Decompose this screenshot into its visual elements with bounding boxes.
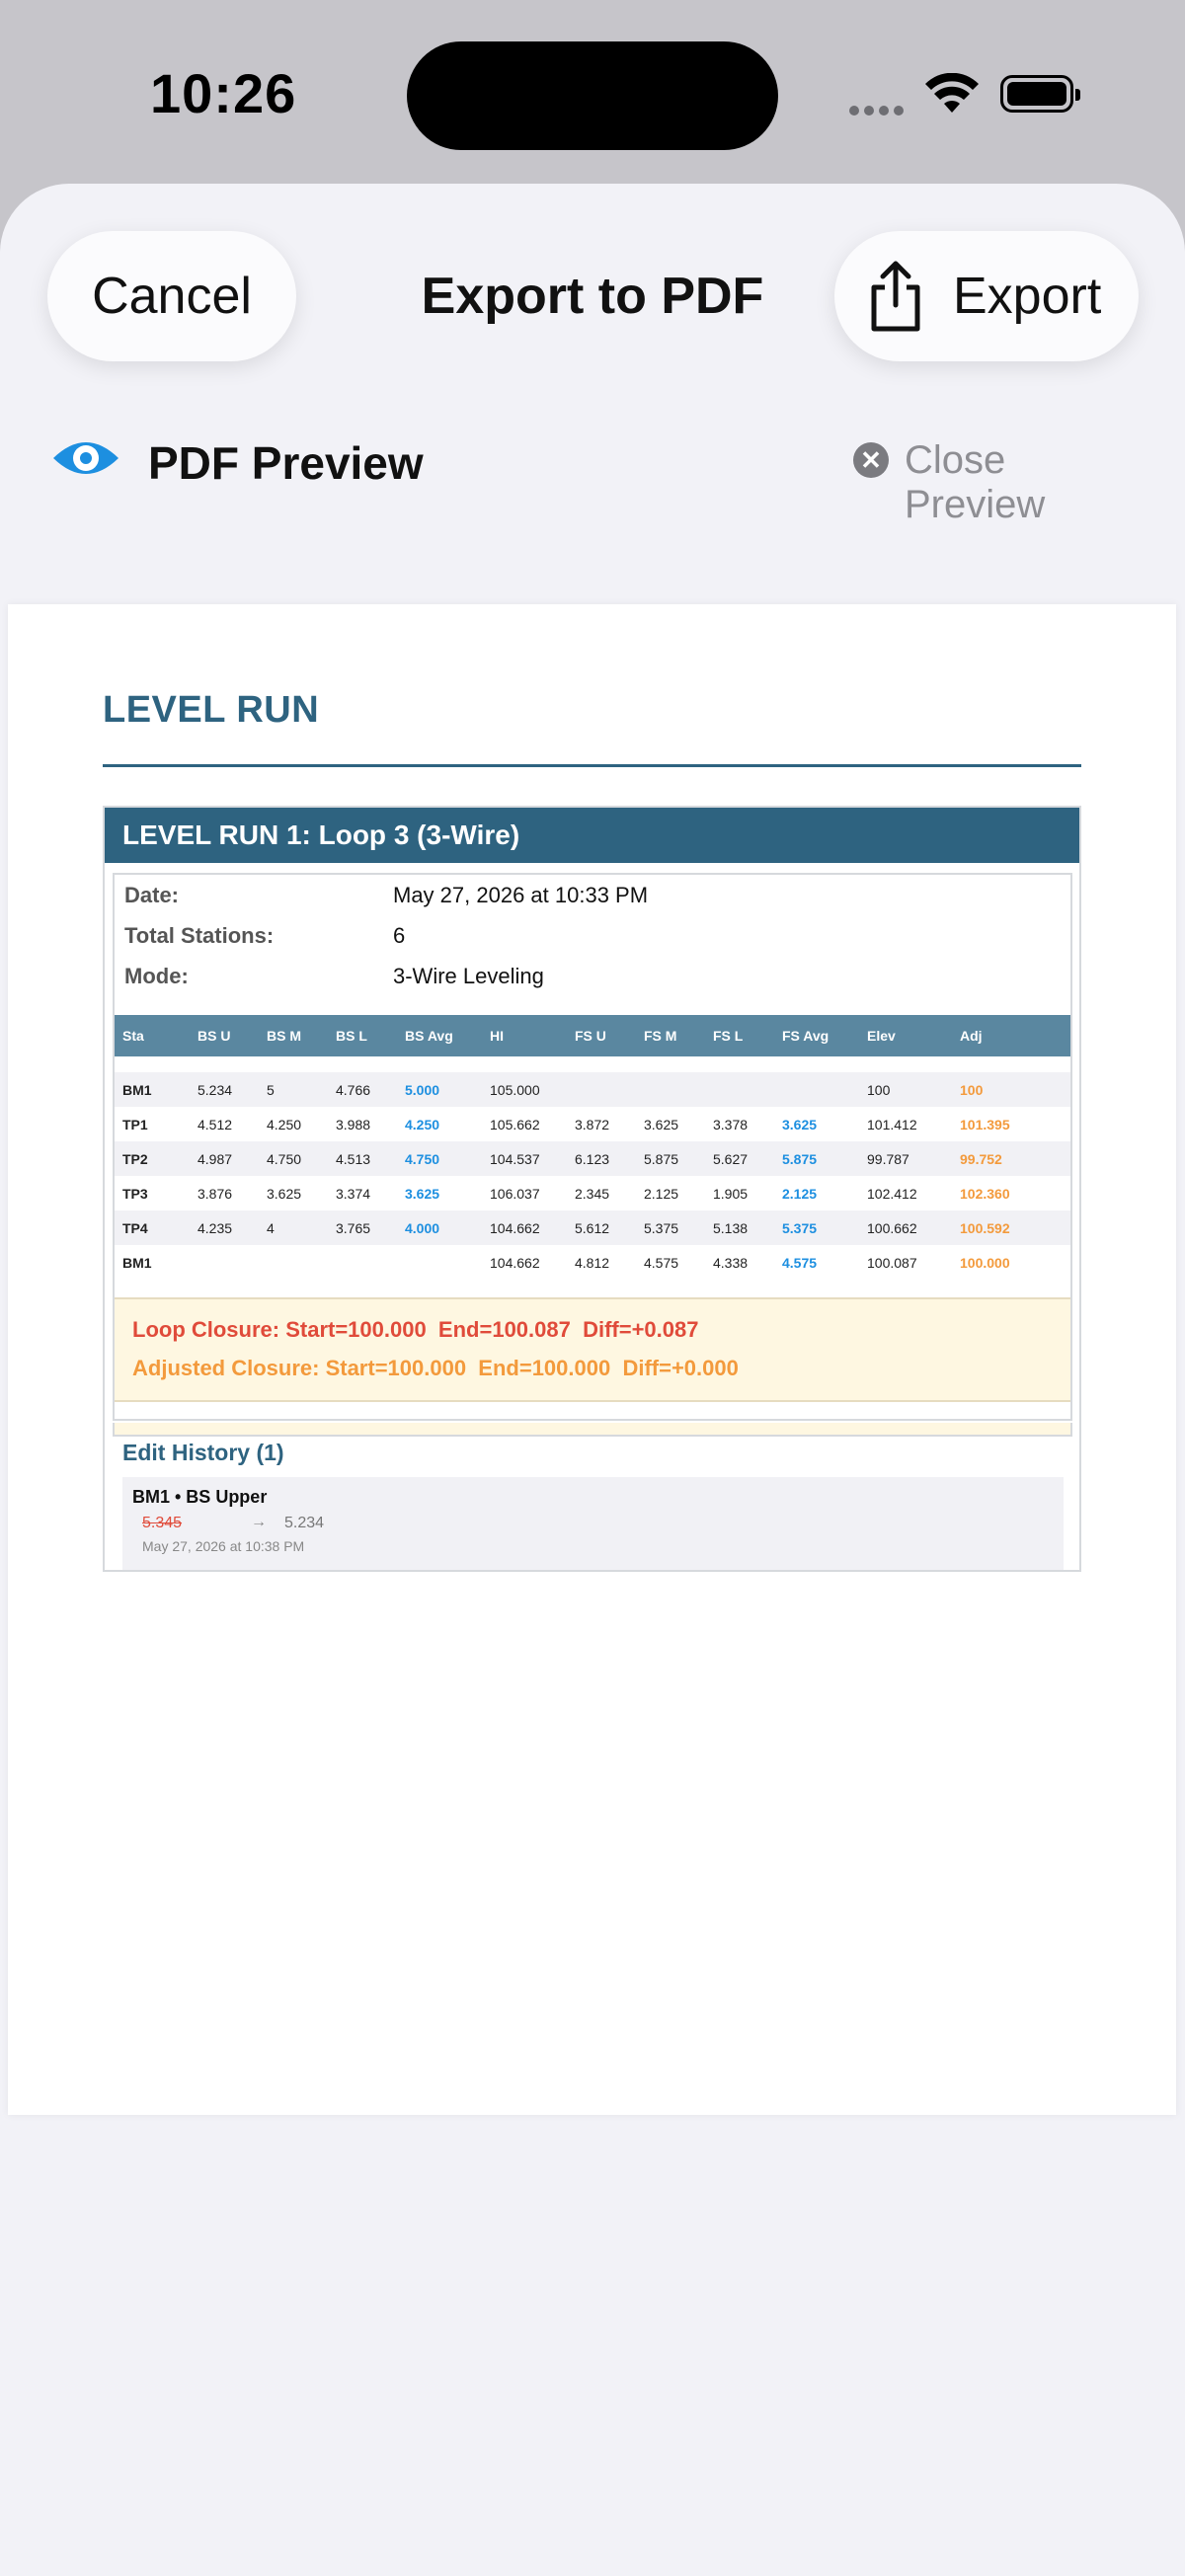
info-date-key: Date: [124, 883, 180, 907]
export-label: Export [953, 268, 1102, 325]
table-cell: 100.000 [960, 1254, 1010, 1271]
info-stations-key: Total Stations: [124, 923, 275, 948]
table-cell: 5.875 [636, 1141, 705, 1176]
arrow-right-icon: → [251, 1514, 267, 1530]
table-cell: 1.905 [713, 1185, 749, 1202]
title-divider [103, 764, 1081, 767]
table-cell: 104.537 [482, 1141, 567, 1176]
table-cell: 3.625 [644, 1116, 679, 1132]
close-preview-button[interactable]: Close Preview [905, 438, 1046, 526]
edit-history-title: Edit History (1) [122, 1440, 284, 1465]
status-time: 10:26 [150, 62, 297, 124]
table-cell: 4.250 [405, 1116, 440, 1132]
close-circle-icon[interactable]: ✕ [853, 442, 889, 478]
table-cell: 5.875 [774, 1141, 859, 1176]
column-header: HI [482, 1015, 567, 1056]
table-cell: 5.138 [705, 1210, 774, 1245]
column-header: FS M [636, 1015, 705, 1056]
table-cell: 5.627 [705, 1141, 774, 1176]
table-cell: 5.375 [636, 1210, 705, 1245]
table-cell: 106.037 [490, 1185, 540, 1202]
edit-history-item: BM1 • BS Upper [132, 1487, 268, 1507]
table-cell: 2.125 [644, 1185, 679, 1202]
table-cell: 104.662 [482, 1210, 567, 1245]
table-cell: 3.872 [575, 1116, 610, 1132]
table-cell: 3.625 [782, 1116, 818, 1132]
table-cell: 102.360 [960, 1185, 1010, 1202]
wifi-icon [924, 73, 980, 119]
adjusted-closure: Adjusted Closure: Start=100.000 End=100.000 Diff=+0.000 [132, 1356, 739, 1380]
info-date-value: May 27, 2026 at 10:33 PM [393, 883, 649, 907]
column-header: Elev [859, 1015, 952, 1056]
table-cell: 5.234 [190, 1072, 259, 1107]
column-header: BS M [259, 1015, 328, 1056]
column-header: FS Avg [774, 1015, 859, 1056]
column-header: FS L [705, 1015, 774, 1056]
table-cell: 101.412 [867, 1116, 917, 1132]
table-cell [774, 1072, 859, 1107]
battery-icon [1000, 75, 1073, 113]
table-cell: 4.250 [267, 1116, 302, 1132]
table-cell: 100.087 [867, 1254, 917, 1271]
table-cell: 4.750 [259, 1141, 328, 1176]
table-cell: 3.625 [267, 1185, 302, 1202]
table-cell: 5.375 [774, 1210, 859, 1245]
column-header: BS Avg [397, 1015, 482, 1056]
table-cell [567, 1072, 636, 1107]
table-cell: 6.123 [567, 1141, 636, 1176]
pdf-preview-label: PDF Preview [148, 437, 424, 489]
table-cell: 3.988 [336, 1116, 371, 1132]
table-cell: 104.662 [490, 1254, 540, 1271]
spacer-cell [115, 1056, 1070, 1072]
table-row [115, 1072, 1070, 1107]
table-cell: 99.787 [859, 1141, 952, 1176]
table-cell: 3.876 [198, 1185, 233, 1202]
table-cell [259, 1245, 328, 1280]
table-cell: 3.374 [336, 1185, 371, 1202]
table-row [115, 1141, 1070, 1176]
export-button[interactable] [834, 231, 1139, 361]
table-body [115, 1056, 1070, 1280]
status-bar [0, 0, 1185, 188]
level-run-card [103, 806, 1081, 1572]
table-cell: 4.235 [190, 1210, 259, 1245]
table-cell: 3.378 [713, 1116, 749, 1132]
table-cell: 4.987 [190, 1141, 259, 1176]
pdf-page [8, 604, 1176, 2115]
info-stations-value: 6 [393, 923, 406, 948]
table-cell: BM1 [115, 1072, 190, 1107]
table-cell: TP3 [122, 1185, 148, 1202]
table-cell: 4.000 [397, 1210, 482, 1245]
table-cell: 4.512 [198, 1116, 233, 1132]
edit-history-entry [122, 1477, 1064, 1570]
table-cell: 2.125 [782, 1185, 818, 1202]
table-cell [190, 1245, 259, 1280]
table-cell [705, 1072, 774, 1107]
table-cell: 100.592 [952, 1210, 1070, 1245]
table-cell: 105.000 [482, 1072, 567, 1107]
table-cell: 4.575 [644, 1254, 679, 1271]
table-cell: 100 [859, 1072, 952, 1107]
table-cell: 99.752 [952, 1141, 1070, 1176]
table-cell [397, 1245, 482, 1280]
dynamic-island [407, 41, 778, 150]
preview-row [51, 425, 1138, 526]
column-header: BS L [328, 1015, 397, 1056]
column-header: Adj [952, 1015, 1070, 1056]
cancel-label: Cancel [92, 268, 252, 325]
table-cell: TP4 [115, 1210, 190, 1245]
table-cell: 3.765 [328, 1210, 397, 1245]
table-row [115, 1107, 1070, 1141]
closure-summary [115, 1297, 1070, 1402]
cellular-signal-icon [849, 103, 908, 120]
share-icon [866, 260, 925, 333]
table-cell: 100.662 [859, 1210, 952, 1245]
eye-icon [51, 434, 120, 482]
loop-closure: Loop Closure: Start=100.000 End=100.087 Diff=+0.087 [132, 1317, 699, 1342]
table-row [115, 1210, 1070, 1245]
table-cell: 4.812 [575, 1254, 610, 1271]
table-cell: 4.766 [328, 1072, 397, 1107]
document-title: LEVEL RUN [103, 689, 320, 731]
closure-tail [113, 1423, 1072, 1437]
table-cell: TP2 [115, 1141, 190, 1176]
table-row [115, 1176, 1070, 1210]
column-header: Sta [115, 1015, 190, 1056]
run-details [113, 873, 1072, 1421]
table-cell: 105.662 [490, 1116, 540, 1132]
table-cell: 5.000 [397, 1072, 482, 1107]
info-mode-value: 3-Wire Leveling [393, 964, 544, 988]
sheet-title: Export to PDF [421, 268, 764, 325]
column-header: FS U [567, 1015, 636, 1056]
info-mode-key: Mode: [124, 964, 189, 988]
table-cell: 4 [259, 1210, 328, 1245]
table-cell: 101.395 [960, 1116, 1010, 1132]
run-header: LEVEL RUN 1: Loop 3 (3-Wire) [105, 808, 1079, 863]
table-cell: 4.513 [328, 1141, 397, 1176]
level-table [115, 1015, 1070, 1280]
table-cell: 102.412 [867, 1185, 917, 1202]
column-header: BS U [190, 1015, 259, 1056]
table-cell: 100 [952, 1072, 1070, 1107]
table-cell: 5 [259, 1072, 328, 1107]
table-cell: TP1 [122, 1116, 148, 1132]
table-header-row [115, 1015, 1070, 1056]
table-cell: BM1 [122, 1254, 152, 1271]
edit-new-value: 5.234 [284, 1515, 325, 1531]
table-cell: 5.612 [567, 1210, 636, 1245]
table-cell [636, 1072, 705, 1107]
table-cell [328, 1245, 397, 1280]
edit-old-value: 5.345 [142, 1515, 183, 1531]
edit-timestamp: May 27, 2026 at 10:38 PM [142, 1538, 305, 1554]
table-cell: 4.575 [782, 1254, 818, 1271]
table-cell: 3.625 [405, 1185, 440, 1202]
table-row [115, 1245, 1070, 1280]
table-cell: 4.338 [713, 1254, 749, 1271]
table-spacer [115, 1056, 1070, 1072]
table-cell: 4.750 [397, 1141, 482, 1176]
table-cell: 2.345 [575, 1185, 610, 1202]
